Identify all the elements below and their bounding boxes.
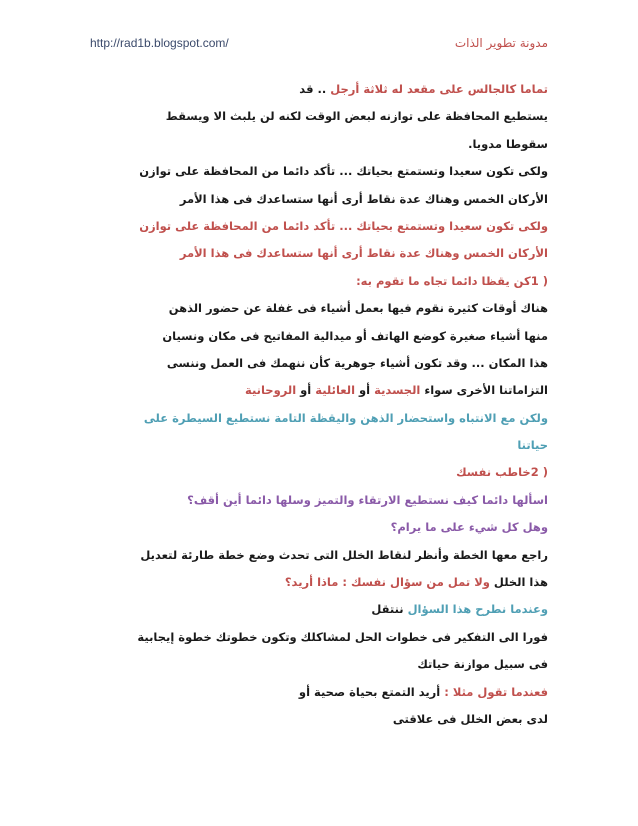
text-run: أريد التمتع بحياة صحية أو <box>298 684 445 699</box>
text-run: هناك أوقات كثيرة نقوم فيها بعمل أشياء فى غفلة عن حضور الذهن <box>168 301 548 316</box>
text-line <box>70 383 548 397</box>
text-run: العائلية <box>315 383 356 398</box>
article-body <box>70 82 548 739</box>
text-line <box>70 137 548 151</box>
text-run: ننتقل <box>371 602 404 617</box>
text-run: ( 2خاطب نفسك <box>456 465 548 480</box>
text-line <box>70 356 548 370</box>
text-run: ولكن مع الانتباه واستحضار الذهن واليقظة التامة نستطيع السيطرة على <box>143 410 548 425</box>
text-run: هذا المكان ... وقد تكون أشياء جوهرية كأن ننهمك فى العمل وننسى <box>166 355 548 370</box>
text-run: حياتنا <box>517 438 548 453</box>
text-line <box>70 219 548 233</box>
text-line <box>70 109 548 123</box>
text-line <box>70 685 548 699</box>
text-run: الأركان الخمس وهناك عدة نقاط أرى أنها ستساعدك فى هذا الأمر <box>179 246 548 261</box>
text-line <box>70 465 548 479</box>
text-line <box>70 657 548 671</box>
text-line <box>70 602 548 616</box>
text-run: أو <box>296 383 316 398</box>
text-run: راجع معها الخطة وأنظر لنقاط الخلل التى تحدث وضع خطة طارئة لتعديل <box>140 547 548 562</box>
text-line <box>70 82 548 96</box>
text-run: ( 1كن يقظا دائما تجاه ما تقوم به: <box>356 273 548 288</box>
text-line <box>70 493 548 507</box>
text-run: الجسدية <box>374 383 421 398</box>
text-run: وهل كل شيء على ما يرام؟ <box>390 520 548 535</box>
text-line <box>70 411 548 425</box>
text-line <box>70 192 548 206</box>
text-run: التزاماتنا الأخرى سواء <box>420 383 548 398</box>
text-run: يستطيع المحافظة على توازنه لبعض الوقت لكنه لن يلبث الا ويسقط <box>165 109 548 124</box>
text-run: وعندما نطرح هذا السؤال <box>403 602 548 617</box>
text-run: تماما كالجالس على مقعد له ثلاثة أرجل <box>330 82 548 96</box>
text-run: الروحانية <box>245 383 297 398</box>
text-run: هذا الخلل <box>489 575 548 590</box>
text-run: فورا الى التفكير فى خطوات الحل لمشاكلك وتكون خطوتك خطوة إيجابية <box>137 629 548 644</box>
text-run: لدى بعض الخلل فى علاقتى <box>392 711 548 726</box>
text-line <box>70 630 548 644</box>
text-run: ولكى تكون سعيدا وتستمتع بحياتك ... تأكد دائما من المحافظة على توازن <box>139 164 548 179</box>
blog-url[interactable]: http://rad1b.blogspot.com/ <box>90 36 229 50</box>
text-run: ولا تمل من سؤال نفسك : ماذا أريد؟ <box>284 575 490 590</box>
text-run: منها أشياء صغيرة كوضع الهاتف أو ميدالية المفاتيح فى مكان ونسيان <box>162 328 548 343</box>
text-line <box>70 329 548 343</box>
text-run: اسألها دائما كيف نستطيع الارتقاء والتميز وسلها دائما أين أقف؟ <box>187 492 548 507</box>
text-run: فى سبيل موازنة حياتك <box>417 657 548 672</box>
text-run: سقوطا مدويا. <box>468 136 548 151</box>
text-line <box>70 575 548 589</box>
text-line <box>70 246 548 260</box>
text-run: أو <box>355 383 375 398</box>
text-line <box>70 712 548 726</box>
text-line <box>70 164 548 178</box>
text-run: ولكى تكون سعيدا وتستمتع بحياتك ... تأكد دائما من المحافظة على توازن <box>139 218 548 233</box>
text-run: فعندما تقول مثلا : <box>444 684 548 699</box>
text-line <box>70 520 548 534</box>
text-line <box>70 548 548 562</box>
blog-title: مدونة تطوير الذات <box>454 36 548 50</box>
text-line <box>70 438 548 452</box>
text-line <box>70 301 548 315</box>
text-run: الأركان الخمس وهناك عدة نقاط أرى أنها ستساعدك فى هذا الأمر <box>179 191 548 206</box>
text-run: .. قد <box>299 82 331 96</box>
text-line <box>70 274 548 288</box>
page-header <box>90 36 548 56</box>
